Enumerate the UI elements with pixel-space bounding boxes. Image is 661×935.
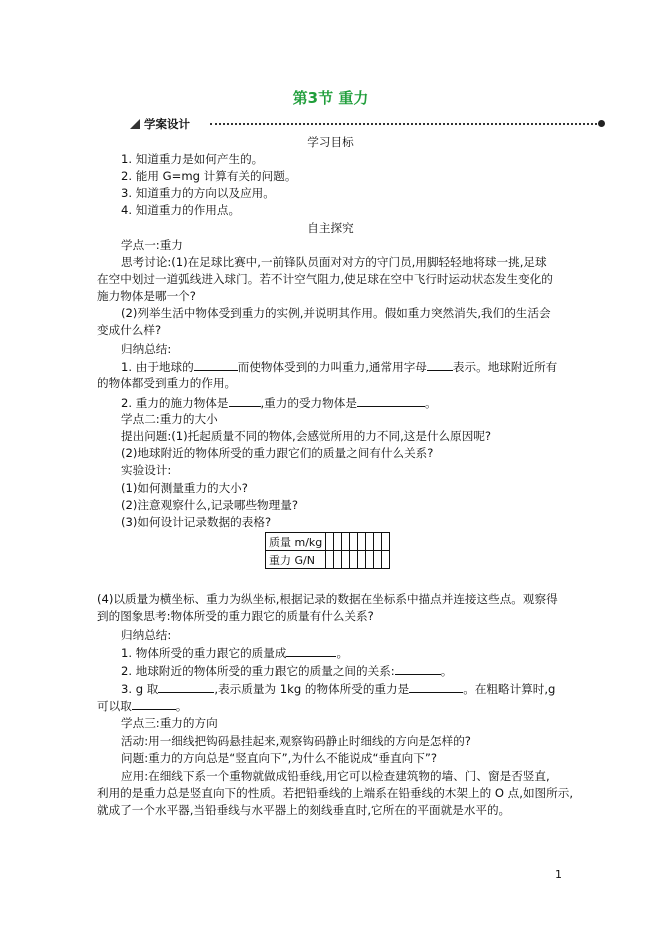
fill-blank[interactable] [132, 697, 176, 710]
point2-ask-line1: 提出问题:(1)托起质量不同的物体,会感觉所用的力不同,这是什么原因呢? [121, 429, 492, 443]
point3-application-line3: 就成了一个水平器,当铅垂线与水平器上的刻线垂直时,它所在的平面就是水平的。 [97, 803, 511, 817]
point1-title: 学点一:重力 [121, 238, 183, 252]
text: 2. 重力的施力物体是 [121, 396, 229, 410]
point2-summary-1 [121, 644, 348, 661]
point1-summary-2 [121, 394, 437, 411]
fill-blank[interactable] [194, 358, 238, 371]
explore-heading: 自主探究 [307, 221, 354, 235]
table-cell[interactable] [374, 551, 382, 569]
fill-blank[interactable] [357, 394, 425, 407]
point2-summary-2 [121, 662, 452, 679]
text: 1. 由于地球的 [121, 360, 194, 374]
text: ,表示质量为 1kg 的物体所受的重力是 [214, 682, 410, 696]
table-cell[interactable] [358, 551, 366, 569]
table-cell[interactable] [350, 533, 358, 551]
fill-blank[interactable] [395, 662, 441, 675]
text: ,重力的受力物体是 [260, 396, 357, 410]
point2-design-label: 实验设计: [121, 463, 172, 477]
point1-summary-1 [121, 358, 557, 375]
point2-title: 学点二:重力的大小 [121, 412, 218, 426]
band-label: 学案设计 [144, 117, 190, 131]
objective-2: 2. 能用 G=mg 计算有关的问题。 [121, 169, 297, 183]
point2-task4-line2: 到的图象思考:物体所受的重力跟它的质量有什么关系? [97, 609, 374, 623]
data-record-table [265, 532, 390, 569]
point2-design-1: (1)如何测量重力的大小? [121, 481, 248, 495]
point1-think-line3: 施力物体是哪一个? [97, 289, 196, 303]
text: 而使物体受到的力叫重力,通常用字母 [237, 360, 427, 374]
objective-4: 4. 知道重力的作用点。 [121, 203, 241, 217]
page-number: 1 [555, 868, 562, 881]
table-cell[interactable] [382, 551, 390, 569]
table-cell[interactable] [342, 551, 350, 569]
point2-task4-line1: (4)以质量为横坐标、重力为纵坐标,根据记录的数据在坐标系中描点并连接这些点。观察得 [97, 592, 558, 606]
table-cell[interactable] [350, 551, 358, 569]
objective-3: 3. 知道重力的方向以及应用。 [121, 186, 275, 200]
fill-blank[interactable] [286, 644, 336, 657]
table-cell[interactable] [334, 551, 342, 569]
point2-summary-3 [121, 680, 555, 697]
point1-q2-line2: 变成什么样? [97, 323, 162, 337]
point3-activity: 活动:用一细线把钩码悬挂起来,观察钩码静止时细线的方向是怎样的? [121, 734, 471, 748]
fill-blank[interactable] [229, 394, 261, 407]
point1-summary-label: 归纳总结: [121, 342, 172, 356]
table-cell[interactable] [326, 533, 334, 551]
point2-summary-label: 归纳总结: [121, 628, 172, 642]
point1-think-line1: 思考讨论:(1)在足球比赛中,一前锋队员面对对方的守门员,用脚轻轻地将球一挑,足球 [121, 255, 547, 269]
text: 。 [336, 646, 349, 660]
text: 表示。地球附近所有 [452, 360, 558, 374]
text: 1. 物体所受的重力跟它的质量成 [121, 646, 287, 660]
row-header-mass: 质量 m/kg [266, 533, 326, 551]
band-end-dot-icon [598, 120, 605, 127]
row-header-gravity: 重力 G/N [266, 551, 326, 569]
section-band [130, 117, 605, 131]
point2-summary-3-line2 [97, 697, 187, 714]
point3-question: 问题:重力的方向总是“竖直向下”,为什么不能说成“垂直向下”? [121, 751, 438, 765]
table-cell[interactable] [358, 533, 366, 551]
table-cell[interactable] [366, 551, 374, 569]
fill-blank[interactable] [409, 680, 463, 693]
page-title: 第3节 重力 [292, 89, 369, 107]
point1-summary-1-line2: 的物体都受到重力的作用。 [97, 376, 237, 390]
objectives-heading: 学习目标 [307, 135, 354, 149]
text: 。 [175, 699, 188, 713]
table-row [266, 551, 390, 569]
objective-1: 1. 知道重力是如何产生的。 [121, 152, 264, 166]
point3-title: 学点三:重力的方向 [121, 716, 218, 730]
point2-design-3: (3)如何设计记录数据的表格? [121, 515, 272, 529]
table-cell[interactable] [374, 533, 382, 551]
table-cell[interactable] [342, 533, 350, 551]
point1-q2-line1: (2)列举生活中物体受到重力的实例,并说明其作用。假如重力突然消失,我们的生活会 [121, 306, 551, 320]
table-cell[interactable] [326, 551, 334, 569]
text: 可以取 [97, 699, 132, 713]
point2-ask-line2: (2)地球附近的物体所受的重力跟它们的质量之间有什么关系? [121, 446, 434, 460]
text: 。 [440, 664, 453, 678]
point3-application-line1: 应用:在细线下系一个重物就做成铅垂线,用它可以检查建筑物的墙、门、窗是否竖直, [121, 769, 550, 783]
table-cell[interactable] [334, 533, 342, 551]
point3-application-line2: 利用的是重力总是竖直向下的性质。若把铅垂线的上端系在铅垂线的木架上的 O 点,如图所示, [97, 786, 574, 800]
table-row [266, 533, 390, 551]
text: 。在粗略计算时,g [463, 682, 556, 696]
table-cell[interactable] [366, 533, 374, 551]
point2-design-2: (2)注意观察什么,记录哪些物理量? [121, 498, 298, 512]
table-cell[interactable] [382, 533, 390, 551]
fill-blank[interactable] [158, 680, 214, 693]
text: 3. g 取 [121, 682, 159, 696]
point1-think-line2: 在空中划过一道弧线进入球门。若不计空气阻力,使足球在空中飞行时运动状态发生变化的 [97, 272, 553, 286]
text: 。 [424, 396, 437, 410]
text: 2. 地球附近的物体所受的重力跟它的质量之间的关系: [121, 664, 395, 678]
band-dotted-rule [210, 123, 597, 125]
fill-blank[interactable] [427, 358, 453, 371]
